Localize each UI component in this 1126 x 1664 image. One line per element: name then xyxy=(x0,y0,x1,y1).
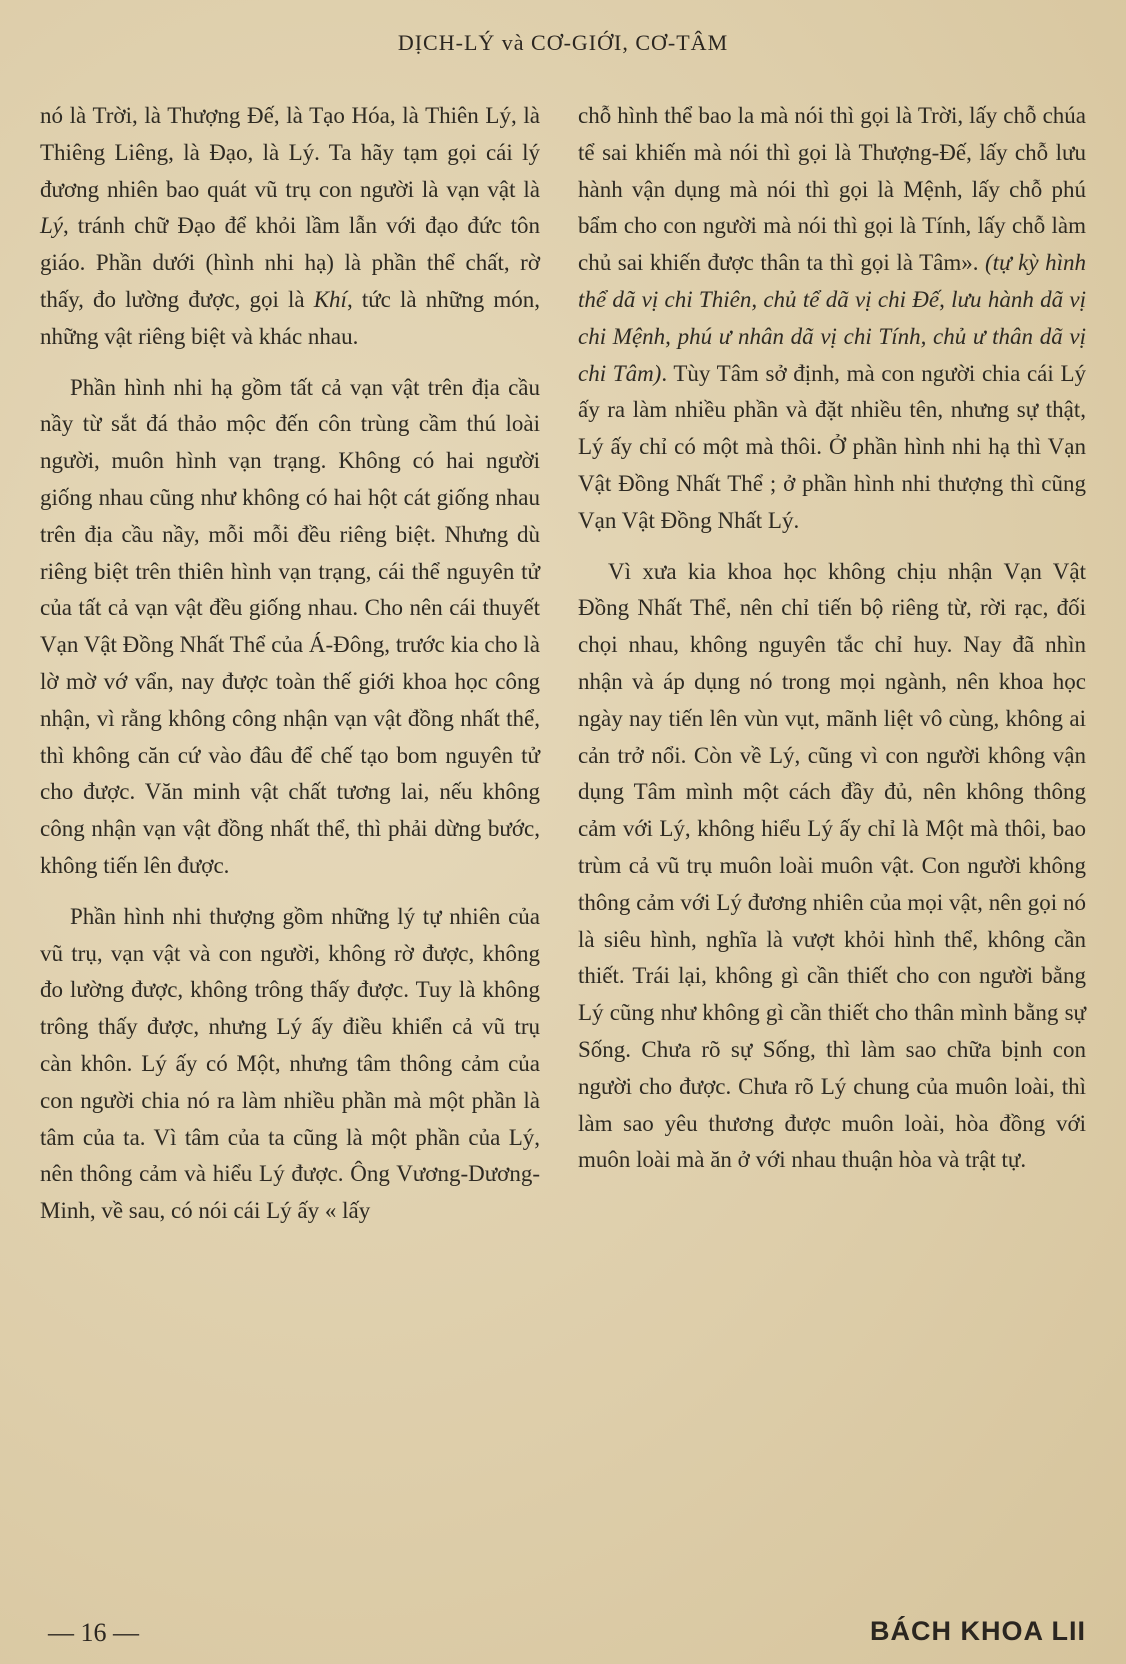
page-header xyxy=(0,30,1126,56)
italic-term: Khí xyxy=(313,286,347,312)
right-column xyxy=(578,98,1086,1179)
page-number: — 16 — xyxy=(48,1618,139,1647)
text-run: . Tùy Tâm sở định, mà con người chia cái Lý ấy ra làm nhiều phần và đặt nhiều tên, nhưng sự thật, Lý ấy chỉ có một mà thôi. Ở phần hình nhi hạ thì Vạn Vật Đồng Nhất Thể ; ở phần hình nhi thượng thì cũng Vạn Vật Đồng Nhất Lý. xyxy=(578,360,1086,533)
paragraph xyxy=(578,98,1086,540)
italic-quote: (tự kỳ hình thể dã vị chi Thiên, chủ tể dã vị chi Đế, lưu hành dã vị chi Mệnh, phú ư nhân dã vị chi Tính, chủ ư thân dã vị chi Tâm) xyxy=(578,250,1086,386)
text-run: nó là Trời, là Thượng Đế, là Tạo Hóa, là Thiên Lý, là Thiêng Liêng, là Đạo, là Lý. Ta hãy tạm gọi cái lý đương nhiên bao quát vũ trụ con người là vạn vật là xyxy=(40,103,540,202)
paragraph: Phần hình nhi thượng gồm những lý tự nhiên của vũ trụ, vạn vật và con người, không rờ được, không đo lường được, không trông thấy được. Tuy là không trông thấy được, nhưng Lý ấy điều khiển cả vũ trụ càn khôn. Lý ấy có Một, nhưng tâm thông cảm của con người chia nó ra làm nhiều phần mà một phần là tâm của ta. Vì tâm của ta cũng là một phần của Lý, nên thông cảm và hiểu Lý được. Ông Vương-Dương-Minh, về sau, có nói cái Lý ấy « lấy xyxy=(40,903,540,1224)
publication-name: BÁCH KHOA LII xyxy=(870,1616,1086,1646)
paragraph: Vì xưa kia khoa học không chịu nhận Vạn Vật Đồng Nhất Thể, nên chỉ tiến bộ riêng từ, rời rạc, đối chọi nhau, không nguyên tắc chỉ huy. Nay đã nhìn nhận và áp dụng nó trong mọi ngành, nên khoa học ngày nay tiến lên vùn vụt, mãnh liệt vô cùng, không ai cản trở nổi. Còn về Lý, cũng vì con người không vận dụng Tâm mình một cách đầy đủ, nên không thông cảm với Lý, không hiểu Lý ấy chỉ là Một mà thôi, bao trùm cả vũ trụ muôn loài muôn vật. Con người không thông cảm với Lý đương nhiên của mọi vật, nên gọi nó là siêu hình, nghĩa là vượt khỏi hình thể, không cần thiết. Trái lại, không gì cần thiết cho con người bằng Lý cũng như không gì cần thiết cho thân mình bằng sự Sống. Chưa rõ sự Sống, thì làm sao chữa bịnh con người cho được. Chưa rõ Lý chung của muôn loài, thì làm sao yêu thương được muôn loài, hòa đồng với muôn loài mà ăn ở với nhau thuận hòa và trật tự. xyxy=(578,558,1086,1173)
text-run: , tránh chữ Đạo để khỏi lầm lẫn với đạo đức tôn giáo. Phần dưới (hình nhi hạ) là phần thể chất, rờ thấy, đo lường được, gọi là xyxy=(40,213,540,312)
running-title: DỊCH-LÝ và CƠ-GIỚI, CƠ-TÂM xyxy=(397,30,729,55)
paragraph: Phần hình nhi hạ gồm tất cả vạn vật trên địa cầu nầy từ sắt đá thảo mộc đến côn trùng cầm thú loài người, muôn hình vạn trạng. Không có hai người giống nhau cũng như không có hai hột cát giống nhau trên địa cầu nầy, mỗi mỗi đều riêng biệt. Nhưng dù riêng biệt trên thiên hình vạn trạng, cái thể nguyên tử của tất cả vạn vật đều giống nhau. Cho nên cái thuyết Vạn Vật Đồng Nhất Thể của Á-Đông, trước kia cho là lờ mờ vớ vẩn, nay được toàn thế giới khoa học công nhận, vì rằng không công nhận vạn vật đồng nhất thể, thì không căn cứ vào đâu để chế tạo bom nguyên tử cho được. Văn minh vật chất tương lai, nếu không công nhận vạn vật đồng nhất thể, thì phải dừng bước, không tiến lên được. xyxy=(40,374,540,878)
italic-term: Lý xyxy=(40,213,63,239)
paragraph xyxy=(40,98,540,356)
text-run: , tức là những món, những vật riêng biệt và khác nhau. xyxy=(40,286,540,349)
left-column xyxy=(40,98,540,1230)
text-run: chỗ hình thể bao la mà nói thì gọi là Trời, lấy chỗ chúa tể sai khiến mà nói thì gọi là Thượng-Đế, lấy chỗ lưu hành vận dụng mà nói thì gọi là Mệnh, lấy chỗ phú bẩm cho con người mà nói thì gọi là Tính, lấy chỗ làm chủ sai khiến được thân ta thì gọi là Tâm». xyxy=(578,103,1086,276)
